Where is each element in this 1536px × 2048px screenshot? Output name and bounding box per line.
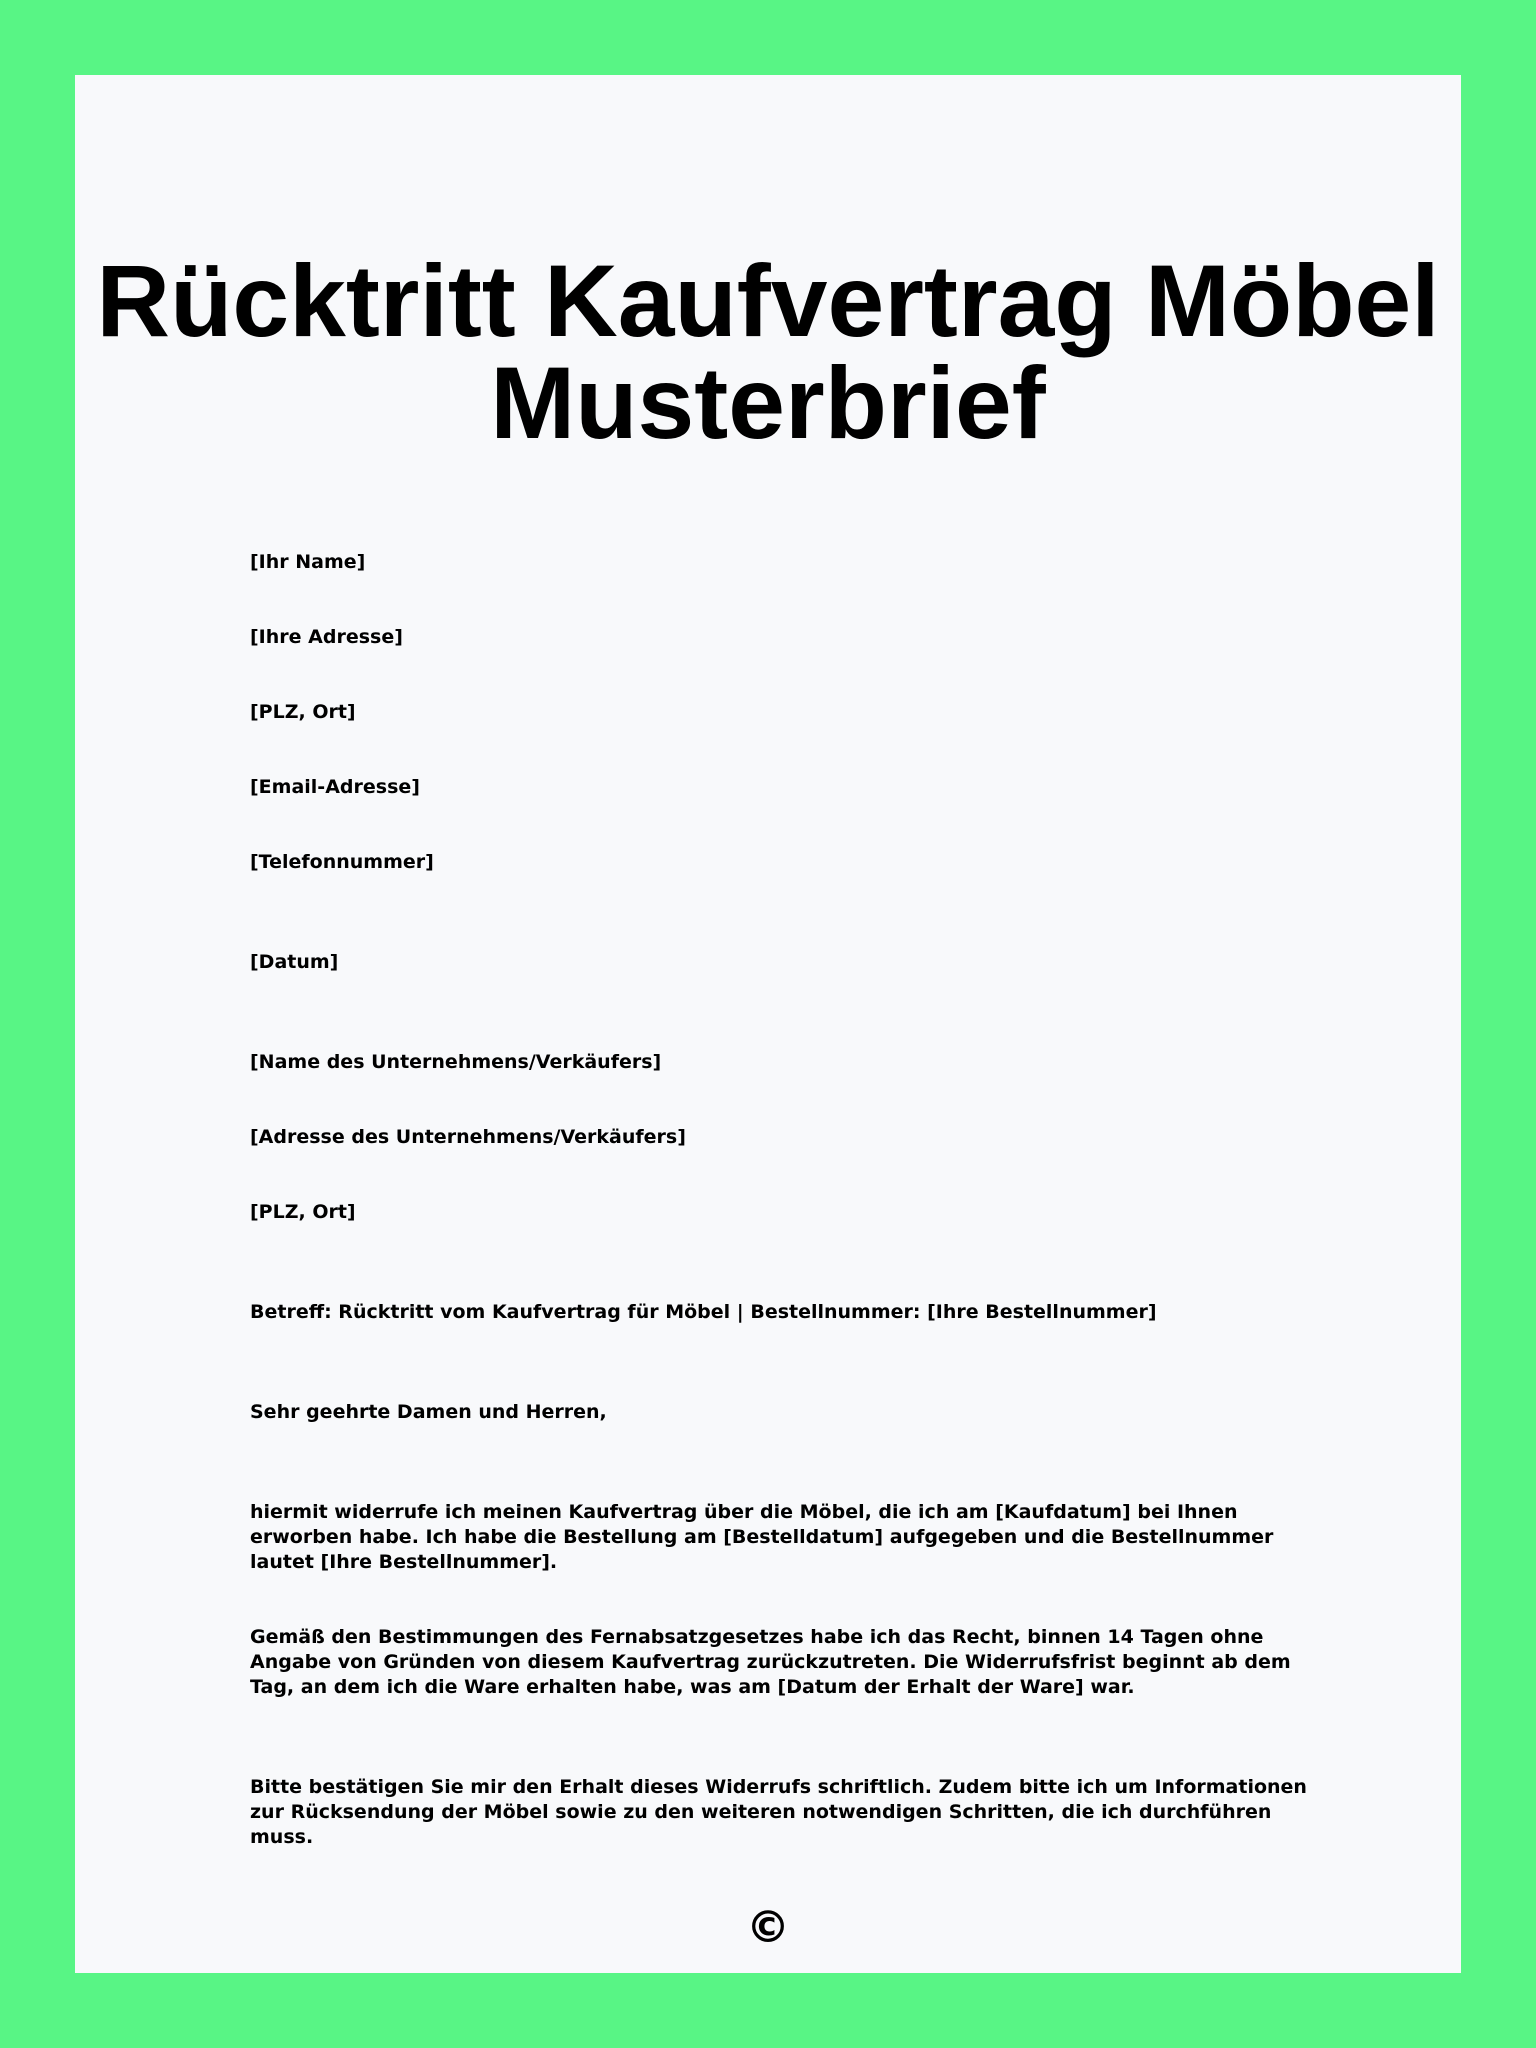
sender-zip-city: [PLZ, Ort]: [250, 701, 356, 723]
letter-date: [Datum]: [250, 951, 339, 973]
recipient-address: [Adresse des Unternehmens/Verkäufers]: [250, 1126, 686, 1148]
page-title: [75, 244, 1461, 460]
title-line-1: Rücktritt Kaufvertrag Möbel: [96, 244, 1440, 358]
salutation: Sehr geehrte Damen und Herren,: [250, 1401, 607, 1423]
sender-phone: [Telefonnummer]: [250, 851, 434, 873]
sender-address: [Ihre Adresse]: [250, 626, 403, 648]
recipient-name: [Name des Unternehmens/Verkäufers]: [250, 1051, 662, 1073]
body-paragraph-3: Bitte bestätigen Sie mir den Erhalt dieses Widerrufs schriftlich. Zudem bitte ich um Informationen zur Rücksendung der Möbel sowie zu den weiteren notwendigen Schritten, die ich durchführen muss.: [250, 1776, 1307, 1848]
copyright-icon: ©: [746, 1902, 790, 1953]
sender-email: [Email-Adresse]: [250, 776, 420, 798]
subject-line: Betreff: Rücktritt vom Kaufvertrag für Möbel | Bestellnummer: [Ihre Bestellnummer]: [250, 1301, 1157, 1323]
title-line-2: Musterbrief: [490, 346, 1046, 460]
recipient-zip-city: [PLZ, Ort]: [250, 1201, 356, 1223]
body-paragraph-2: Gemäß den Bestimmungen des Fernabsatzgesetzes habe ich das Recht, binnen 14 Tagen ohne Angabe von Gründen von diesem Kaufvertrag zurückzutreten. Die Widerrufsfrist beginnt ab dem Tag, an dem ich die Ware erhalten habe, was am [Datum der Erhalt der Ware] war.: [250, 1626, 1291, 1698]
body-paragraph-1: hiermit widerrufe ich meinen Kaufvertrag über die Möbel, die ich am [Kaufdatum] bei Ihnen erworben habe. Ich habe die Bestellung am [Bestelldatum] aufgegeben und die Bestellnummer lautet [Ihre Bestellnummer].: [250, 1501, 1274, 1573]
sender-name: [Ihr Name]: [250, 551, 366, 573]
document-page: [75, 75, 1461, 1973]
